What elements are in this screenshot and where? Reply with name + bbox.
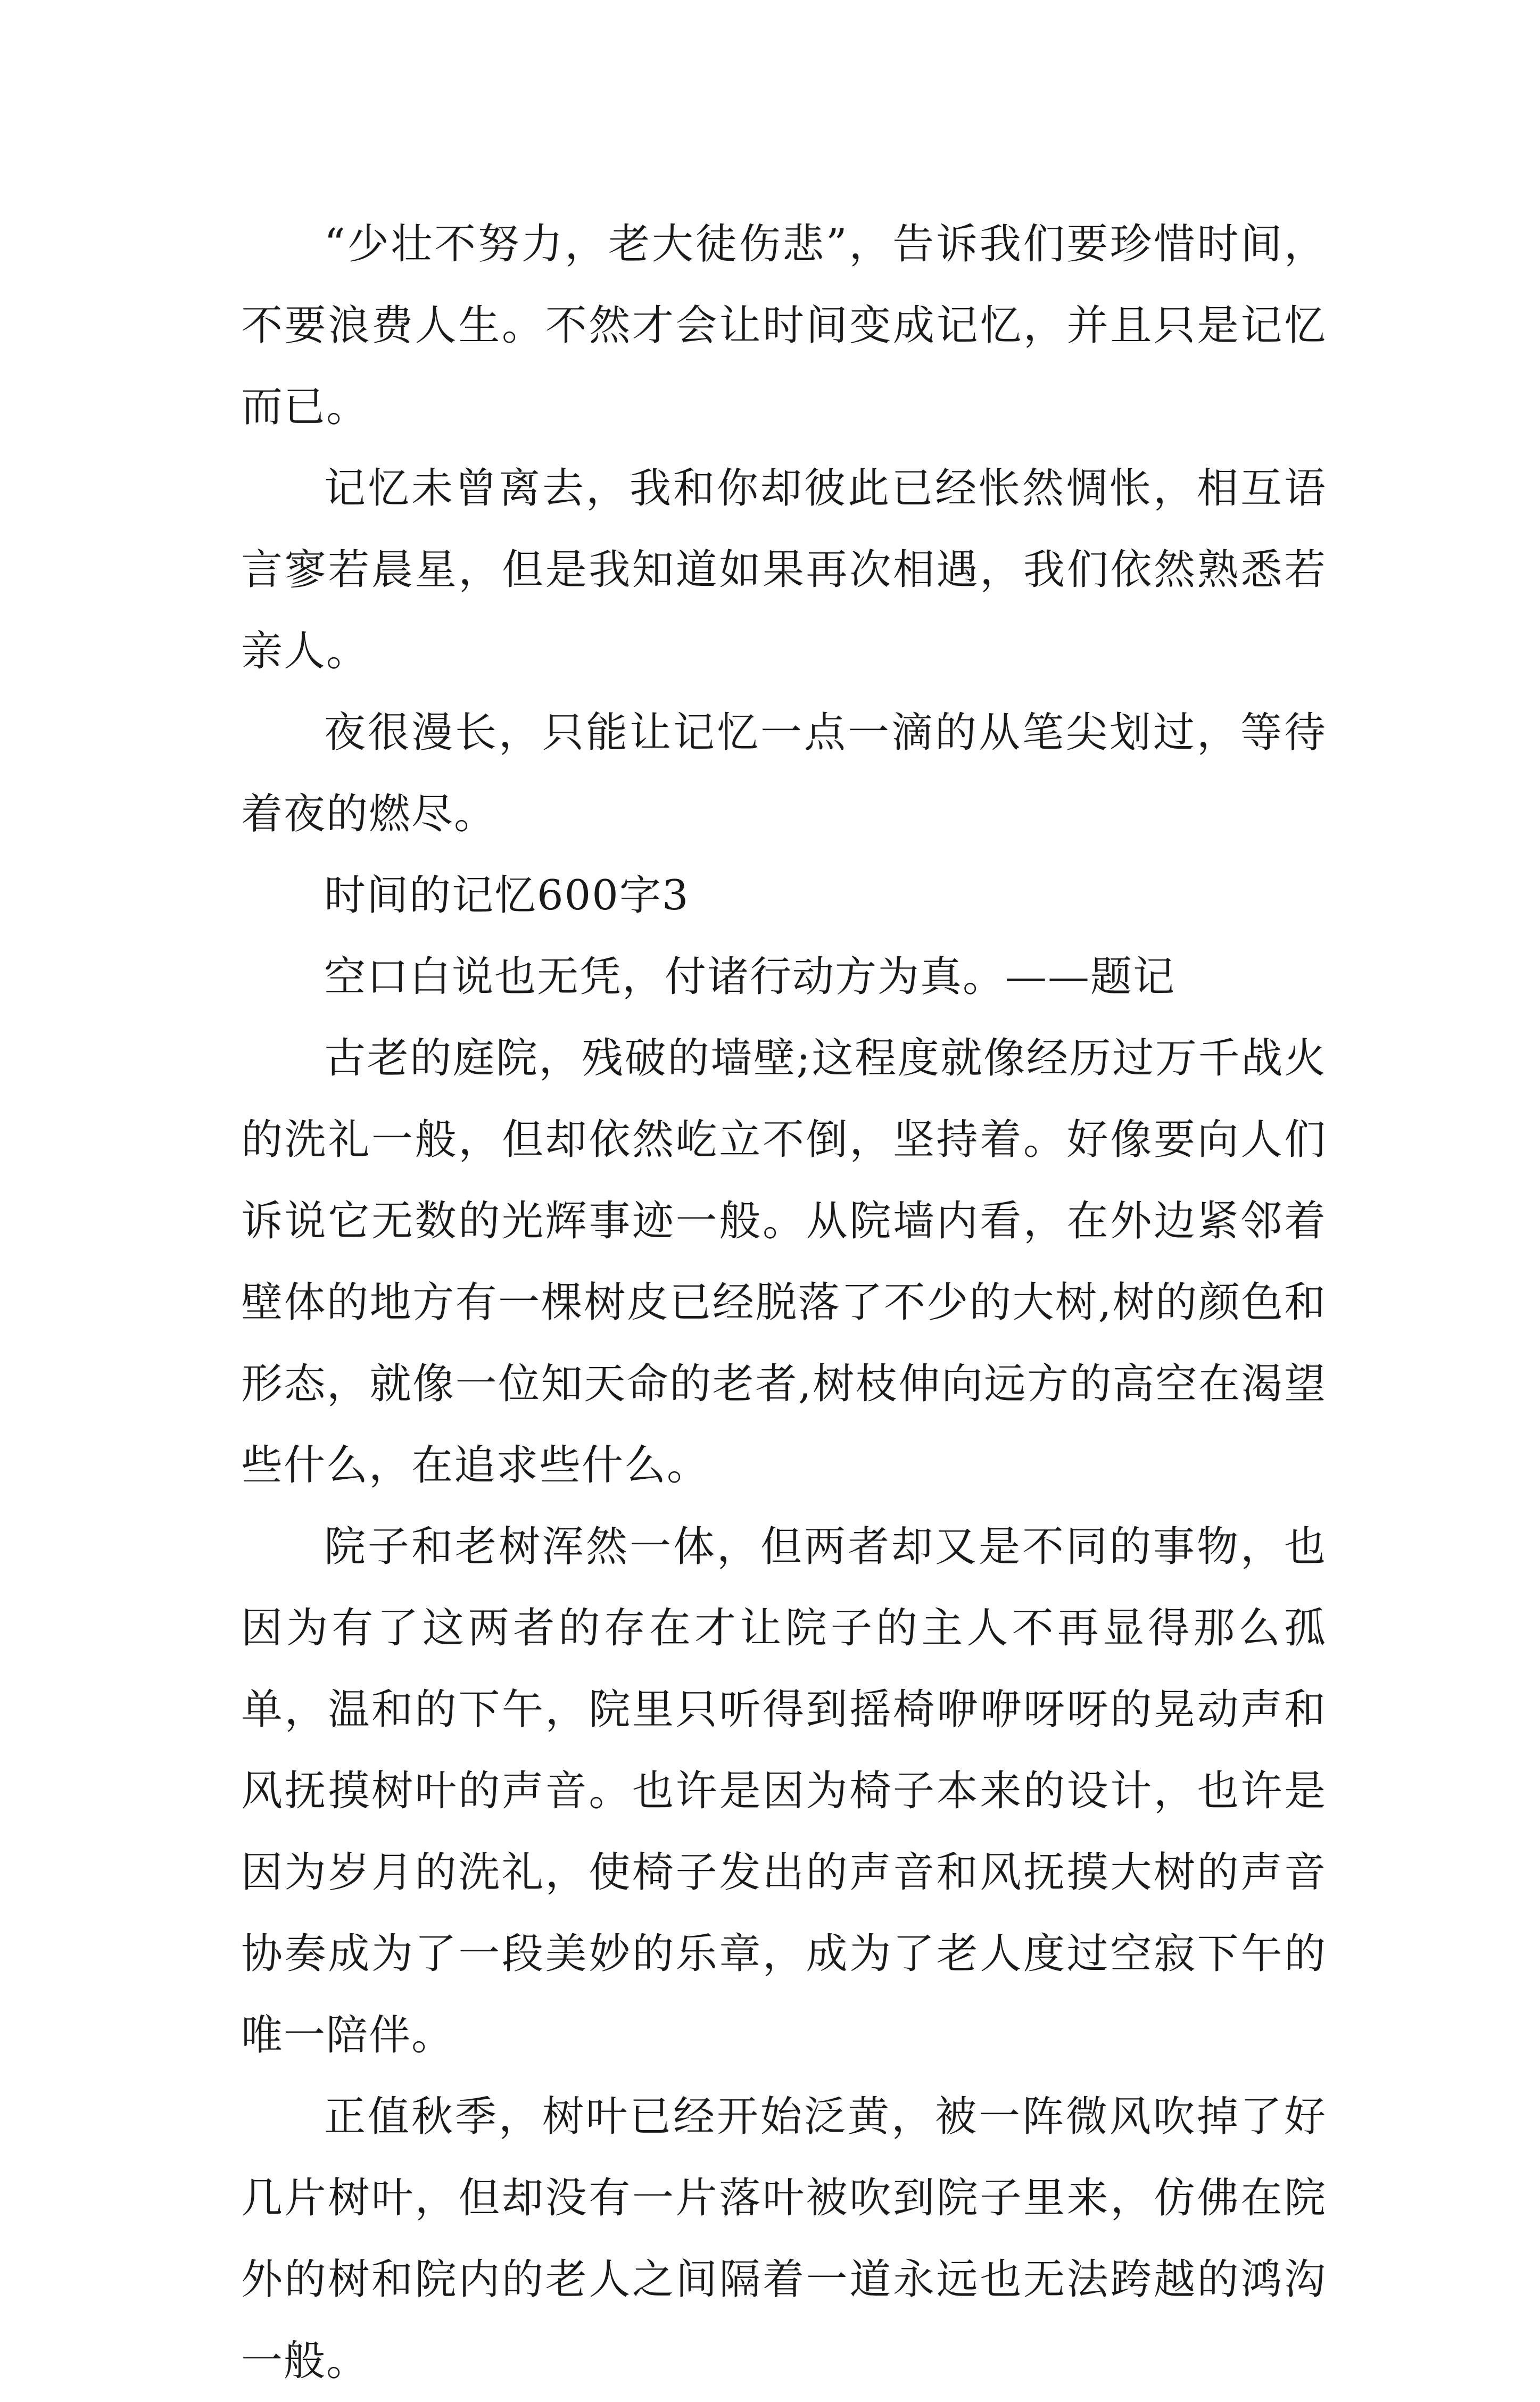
epigraph: 空口白说也无凭，付诸行动方为真。——题记 — [324, 953, 1176, 1001]
paragraph-1: “少壮不努力，老大徒伤悲”，告诉我们要珍惜时间，不要浪费人生。不然才会让时间变成记忆，并且只是记忆而已。 — [241, 220, 1327, 431]
paragraph-2: 记忆未曾离去，我和你却彼此已经怅然惆怅，相互语言寥若晨星，但是我知道如果再次相遇，我们依然熟悉若亲人。 — [241, 465, 1327, 675]
document-body — [241, 204, 1327, 2402]
paragraph-5: 院子和老树浑然一体，但两者却又是不同的事物，也因为有了这两者的存在才让院子的主人不再显得那么孤单，温和的下午，院里只听得到摇椅咿咿呀呀的晃动声和风抚摸树叶的声音。也许是因为椅子本来的设计，也许是因为岁月的洗礼，使椅子发出的声音和风抚摸大树的声音协奏成为了一段美妙的乐章，成为了老人度过空寂下午的唯一陪伴。 — [241, 1523, 1327, 2059]
section-heading: 时间的记忆600字3 — [324, 872, 690, 920]
paragraph-4: 古老的庭院，残破的墙壁;这程度就像经历过万千战火的洗礼一般，但却依然屹立不倒，坚持着。好像要向人们诉说它无数的光辉事迹一般。从院墙内看，在外边紧邻着壁体的地方有一棵树皮已经脱落了不少的大树,树的颜色和形态，就像一位知天命的老者,树枝伸向远方的高空在渴望些什么，在追求些什么。 — [241, 1034, 1327, 1489]
paragraph-6: 正值秋季，树叶已经开始泛黄，被一阵微风吹掉了好几片树叶，但却没有一片落叶被吹到院子里来，仿佛在院外的树和院内的老人之间隔着一道永远也无法跨越的鸿沟一般。 — [241, 2093, 1327, 2385]
paragraph-3: 夜很漫长，只能让记忆一点一滴的从笔尖划过，等待着夜的燃尽。 — [241, 709, 1327, 838]
